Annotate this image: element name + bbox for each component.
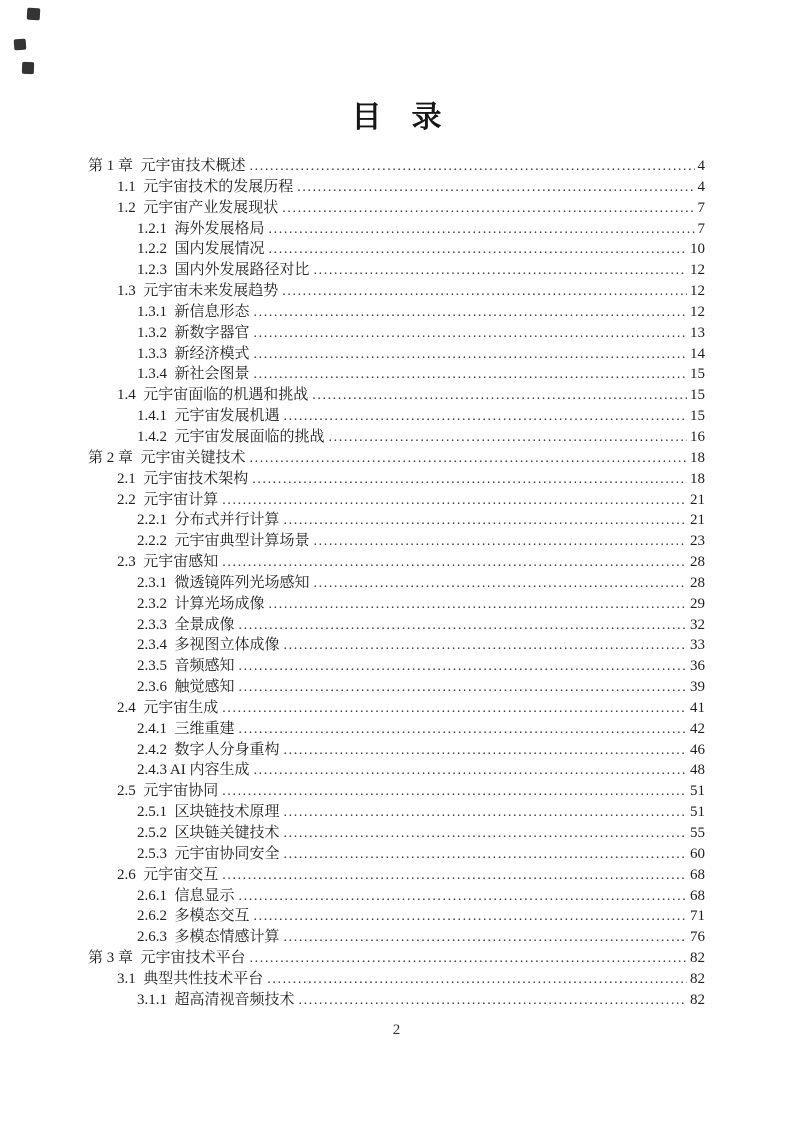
toc-entry-label: 2.6 元宇宙交互 (117, 866, 219, 883)
toc-leader-dots (239, 677, 687, 699)
toc-entry-label: 2.2.2 元宇宙典型计算场景 (137, 533, 310, 550)
toc-entry-page: 82 (690, 950, 705, 967)
toc-leader-dots (284, 927, 687, 949)
toc-entry-label: 2.6.2 多模态交互 (137, 908, 250, 925)
toc-leader-dots (282, 198, 694, 220)
page-title: 目 录 (351, 101, 442, 134)
toc-entry-page: 32 (690, 616, 705, 633)
toc-leader-dots (239, 886, 687, 908)
toc-entry-label: 1.2.3 国内外发展路径对比 (137, 262, 310, 279)
toc-entry-page: 18 (690, 449, 705, 466)
toc-entry-label: 1.3.2 新数字器官 (137, 324, 250, 341)
toc-entry (88, 510, 705, 531)
toc-entry (88, 219, 705, 240)
toc-leader-dots (314, 531, 687, 553)
toc-entry-page: 12 (690, 303, 705, 320)
toc-entry (88, 698, 705, 719)
toc-entry-page: 13 (690, 324, 705, 341)
toc-leader-dots (267, 969, 687, 991)
toc-entry-page: 28 (690, 574, 705, 591)
toc-entry-label: 第 3 章 元宇宙技术平台 (88, 950, 246, 967)
toc-leader-dots (252, 469, 687, 491)
toc-entry (88, 427, 705, 448)
toc-entry-page: 51 (690, 783, 705, 800)
toc-entry-label: 2.5.1 区块链技术原理 (137, 804, 280, 821)
toc-entry (88, 448, 705, 469)
toc-entry (88, 302, 705, 323)
toc-entry (88, 281, 705, 302)
toc-entry-label: 第 1 章 元宇宙技术概述 (88, 158, 246, 174)
toc-entry-label: 2.3 元宇宙感知 (117, 554, 219, 571)
toc-entry-label: 2.2.1 分布式并行计算 (137, 512, 280, 529)
toc-entry (88, 823, 705, 844)
toc-entry-label: 2.5 元宇宙协同 (117, 783, 219, 800)
toc-entry-page: 33 (690, 637, 705, 654)
toc-leader-dots (250, 156, 695, 178)
toc-leader-dots (314, 573, 687, 595)
toc-entry-page: 68 (690, 866, 705, 883)
toc-entry (88, 740, 705, 761)
toc-entry-label: 3.1 典型共性技术平台 (117, 970, 264, 987)
toc-entry (88, 490, 705, 511)
toc-leader-dots (254, 760, 687, 782)
toc-entry-page: 23 (690, 533, 705, 550)
toc-leader-dots (297, 177, 694, 199)
toc-entry (88, 990, 705, 1011)
toc-leader-dots (269, 239, 687, 261)
toc-entry-label: 1.3.1 新信息形态 (137, 303, 250, 320)
toc-entry-label: 2.6.3 多模态情感计算 (137, 929, 280, 946)
toc-entry-page: 21 (690, 491, 705, 508)
toc-entry-page: 4 (697, 158, 705, 174)
toc-leader-dots (222, 698, 687, 720)
toc-entry (88, 802, 705, 823)
toc-entry (88, 844, 705, 865)
toc-entry-label: 1.2.2 国内发展情况 (137, 241, 265, 258)
toc-entry-label: 1.2.1 海外发展格局 (137, 220, 265, 237)
toc-entry-label: 2.4 元宇宙生成 (117, 699, 219, 716)
toc-leader-dots (299, 990, 687, 1012)
toc-entry-page: 55 (690, 825, 705, 841)
toc-leader-dots (312, 385, 687, 407)
toc-entry-label: 2.3.6 触觉感知 (137, 679, 235, 696)
toc-entry (88, 906, 705, 927)
toc-leader-dots (282, 281, 687, 303)
toc-leader-dots (284, 844, 687, 866)
toc-entry-page: 48 (690, 762, 705, 779)
toc-entry-page: 15 (690, 387, 705, 404)
toc-entry-page: 41 (690, 699, 705, 716)
toc-entry-page: 71 (690, 908, 705, 925)
toc-entry-label: 2.3.2 计算光场成像 (137, 595, 265, 612)
toc-entry (88, 886, 705, 907)
toc-entry-page: 51 (690, 804, 705, 821)
toc-entry-label: 1.3.4 新社会图景 (137, 366, 250, 383)
toc-entry-page: 28 (690, 554, 705, 571)
toc-entry-label: 1.3.3 新经济模式 (137, 345, 250, 362)
toc-entry (88, 865, 705, 886)
toc-entry-page: 76 (690, 929, 705, 946)
toc-entry-label: 1.4.2 元宇宙发展面临的挑战 (137, 428, 325, 445)
toc-entry-label: 2.6.1 信息显示 (137, 887, 235, 904)
toc-entry (88, 719, 705, 740)
toc-entry-page: 46 (690, 741, 705, 758)
toc-entry-page: 14 (690, 345, 705, 362)
toc-entry-page: 68 (690, 887, 705, 904)
toc-entry-page: 7 (697, 220, 705, 237)
toc-entry-label: 2.4.1 三维重建 (137, 720, 235, 737)
toc-entry (88, 406, 705, 427)
toc-entry (88, 573, 705, 594)
toc-entry-page: 36 (690, 658, 705, 675)
toc-entry (88, 364, 705, 385)
scan-artifact (22, 62, 34, 74)
toc-entry (88, 656, 705, 677)
toc-entry-page: 82 (690, 970, 705, 987)
toc-entry (88, 260, 705, 281)
toc-leader-dots (222, 490, 687, 512)
toc-entry-label: 3.1.1 超高清视音频技术 (137, 991, 295, 1008)
toc-entry-page: 21 (690, 512, 705, 529)
toc-leader-dots (254, 323, 687, 345)
toc-leader-dots (254, 906, 687, 928)
toc-leader-dots (284, 740, 687, 762)
toc-entry-page: 39 (690, 679, 705, 696)
toc-entry (88, 469, 705, 490)
toc-entry-label: 2.5.2 区块链关键技术 (137, 825, 280, 841)
toc-entry-label: 1.1 元宇宙技术的发展历程 (117, 178, 294, 195)
page-number: 2 (392, 1022, 401, 1038)
toc-leader-dots (284, 802, 687, 824)
toc-leader-dots (284, 510, 687, 532)
toc-leader-dots (254, 344, 687, 366)
toc-entry-page: 4 (697, 178, 705, 195)
toc-entry-page: 7 (697, 199, 705, 216)
toc-leader-dots (269, 594, 687, 616)
toc-entry (88, 760, 705, 781)
toc-entry-label: 2.1 元宇宙技术架构 (117, 470, 249, 487)
toc-entry (88, 635, 705, 656)
toc-entry-label: 1.4.1 元宇宙发展机遇 (137, 408, 280, 425)
toc-leader-dots (284, 635, 687, 657)
toc-leader-dots (254, 364, 687, 386)
toc-entry-label: 1.2 元宇宙产业发展现状 (117, 199, 279, 216)
toc-list (88, 156, 705, 1011)
toc-entry (88, 948, 705, 969)
toc-entry-label: 第 2 章 元宇宙关键技术 (88, 449, 246, 466)
toc-entry (88, 615, 705, 636)
toc-entry (88, 344, 705, 365)
scan-artifact (14, 39, 27, 51)
toc-leader-dots (239, 615, 687, 637)
toc-entry-label: 2.3.1 微透镜阵列光场感知 (137, 574, 310, 591)
toc-leader-dots (239, 656, 687, 678)
toc-entry-label: 2.4.3 AI 内容生成 (137, 762, 250, 779)
toc-leader-dots (314, 260, 687, 282)
toc-entry-page: 15 (690, 366, 705, 383)
toc-leader-dots (250, 448, 687, 470)
scan-artifact (27, 8, 41, 21)
toc-leader-dots (239, 719, 687, 741)
toc-entry-label: 1.4 元宇宙面临的机遇和挑战 (117, 387, 309, 404)
toc-entry-page: 12 (690, 283, 705, 300)
toc-leader-dots (269, 219, 695, 241)
toc-entry (88, 677, 705, 698)
toc-entry-page: 15 (690, 408, 705, 425)
toc-entry (88, 969, 705, 990)
toc-entry (88, 552, 705, 573)
toc-entry-label: 2.2 元宇宙计算 (117, 491, 219, 508)
toc-entry (88, 531, 705, 552)
toc-entry-page: 10 (690, 241, 705, 258)
toc-leader-dots (222, 552, 687, 574)
toc-entry-page: 60 (690, 845, 705, 862)
toc-entry-label: 2.5.3 元宇宙协同安全 (137, 845, 280, 862)
toc-entry (88, 239, 705, 260)
toc-entry (88, 927, 705, 948)
toc-leader-dots (329, 427, 687, 449)
toc-entry-label: 2.4.2 数字人分身重构 (137, 741, 280, 758)
toc-entry-page: 82 (690, 991, 705, 1008)
toc-entry-page: 29 (690, 595, 705, 612)
toc-leader-dots (222, 865, 687, 887)
toc-entry-label: 2.3.5 音频感知 (137, 658, 235, 675)
toc-entry (88, 323, 705, 344)
toc-entry-page: 12 (690, 262, 705, 279)
toc-leader-dots (250, 948, 687, 970)
toc-entry-label: 1.3 元宇宙未来发展趋势 (117, 283, 279, 300)
toc-leader-dots (222, 781, 687, 803)
toc-entry (88, 781, 705, 802)
toc-entry-label: 2.3.4 多视图立体成像 (137, 637, 280, 654)
toc-entry-label: 2.3.3 全景成像 (137, 616, 235, 633)
toc-leader-dots (254, 302, 687, 324)
toc-entry (88, 156, 705, 177)
toc-entry (88, 198, 705, 219)
toc-entry (88, 594, 705, 615)
toc-entry (88, 385, 705, 406)
toc-entry-page: 42 (690, 720, 705, 737)
toc-leader-dots (284, 823, 687, 845)
toc-leader-dots (284, 406, 687, 428)
toc-entry-page: 16 (690, 428, 705, 445)
toc-entry (88, 177, 705, 198)
toc-entry-page: 18 (690, 470, 705, 487)
